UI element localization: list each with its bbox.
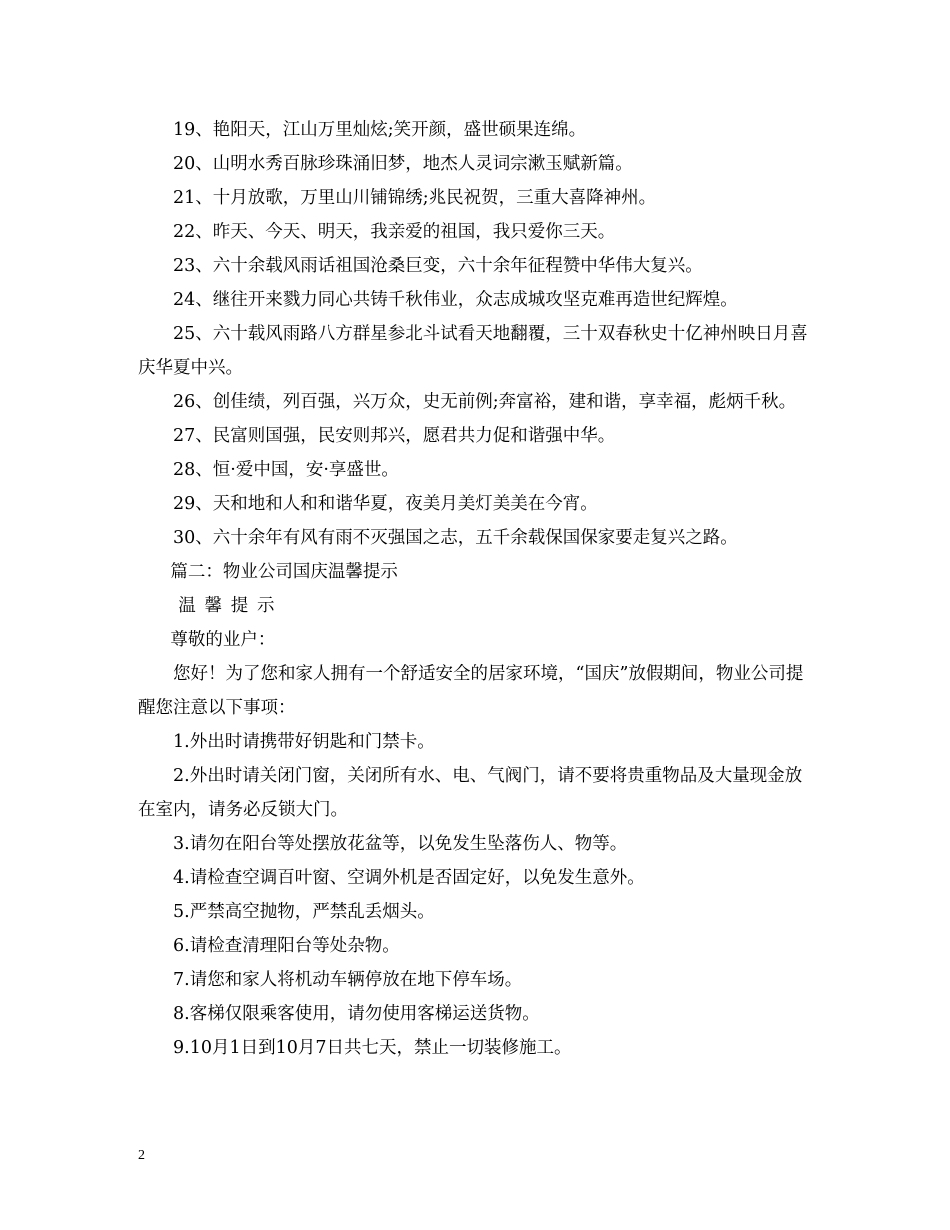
notice-item-8: 8.客梯仅限乘客使用，请勿使用客梯运送货物。 [173,1004,540,1024]
slogan-29: 29、天和地和人和和谐华夏，夜美月美灯美美在今宵。 [173,494,598,514]
slogan-21: 21、十月放歌，万里山川铺锦绣;兆民祝贺，三重大喜降神州。 [173,188,657,208]
section-heading: 篇二：物业公司国庆温馨提示 [170,562,398,582]
notice-item-6: 6.请检查清理阳台等处杂物。 [173,936,400,956]
document-body [138,113,818,1065]
slogan-30: 30、六十余年有风有雨不灭强国之志，五千余载保国保家要走复兴之路。 [173,528,738,548]
notice-item-4: 4.请检查空调百叶窗、空调外机是否固定好，以免发生意外。 [173,868,645,888]
notice-item-5: 5.严禁高空抛物，严禁乱丢烟头。 [173,902,435,922]
slogan-26: 26、创佳绩，列百强，兴万众，史无前例;奔富裕，建和谐，享幸福，彪炳千秋。 [173,392,797,412]
slogan-27: 27、民富则国强，民安则邦兴，愿君共力促和谐强中华。 [173,426,616,446]
notice-item-1: 1.外出时请携带好钥匙和门禁卡。 [173,732,435,752]
notice-item-9: 9.10月1日到10月7日共七天，禁止一切装修施工。 [173,1038,572,1058]
slogan-25: 25、六十载风雨路八方群星参北斗试看天地翻覆，三十双春秋史十亿神州映日月喜庆华夏中兴。 [138,324,808,378]
slogan-20: 20、山明水秀百脉珍珠涌旧梦，地杰人灵词宗漱玉赋新篇。 [173,154,633,174]
notice-item-7: 7.请您和家人将机动车辆停放在地下停车场。 [173,970,523,990]
notice-intro: 您好！为了您和家人拥有一个舒适安全的居家环境，“国庆”放假期间，物业公司提醒您注意以下事项： [138,664,804,718]
slogan-19: 19、艳阳天，江山万里灿炫;笑开颜，盛世硕果连绵。 [173,120,587,140]
slogan-28: 28、恒·爱中国，安·享盛世。 [173,460,399,480]
slogan-23: 23、六十余载风雨话祖国沧桑巨变，六十余年征程赞中华伟大复兴。 [173,256,703,276]
notice-item-2: 2.外出时请关闭门窗，关闭所有水、电、气阀门，请不要将贵重物品及大量现金放在室内，请务必反锁大门。 [138,766,803,820]
slogan-22: 22、昨天、今天、明天，我亲爱的祖国，我只爱你三天。 [173,222,616,242]
notice-item-3: 3.请勿在阳台等处摆放花盆等，以免发生坠落伤人、物等。 [173,834,628,854]
page-number: 2 [138,1148,145,1163]
notice-title: 温馨提示 [178,596,284,616]
slogan-24: 24、继往开来戮力同心共铸千秋伟业，众志成城攻坚克难再造世纪辉煌。 [173,290,738,310]
salutation: 尊敬的业户： [170,630,276,650]
